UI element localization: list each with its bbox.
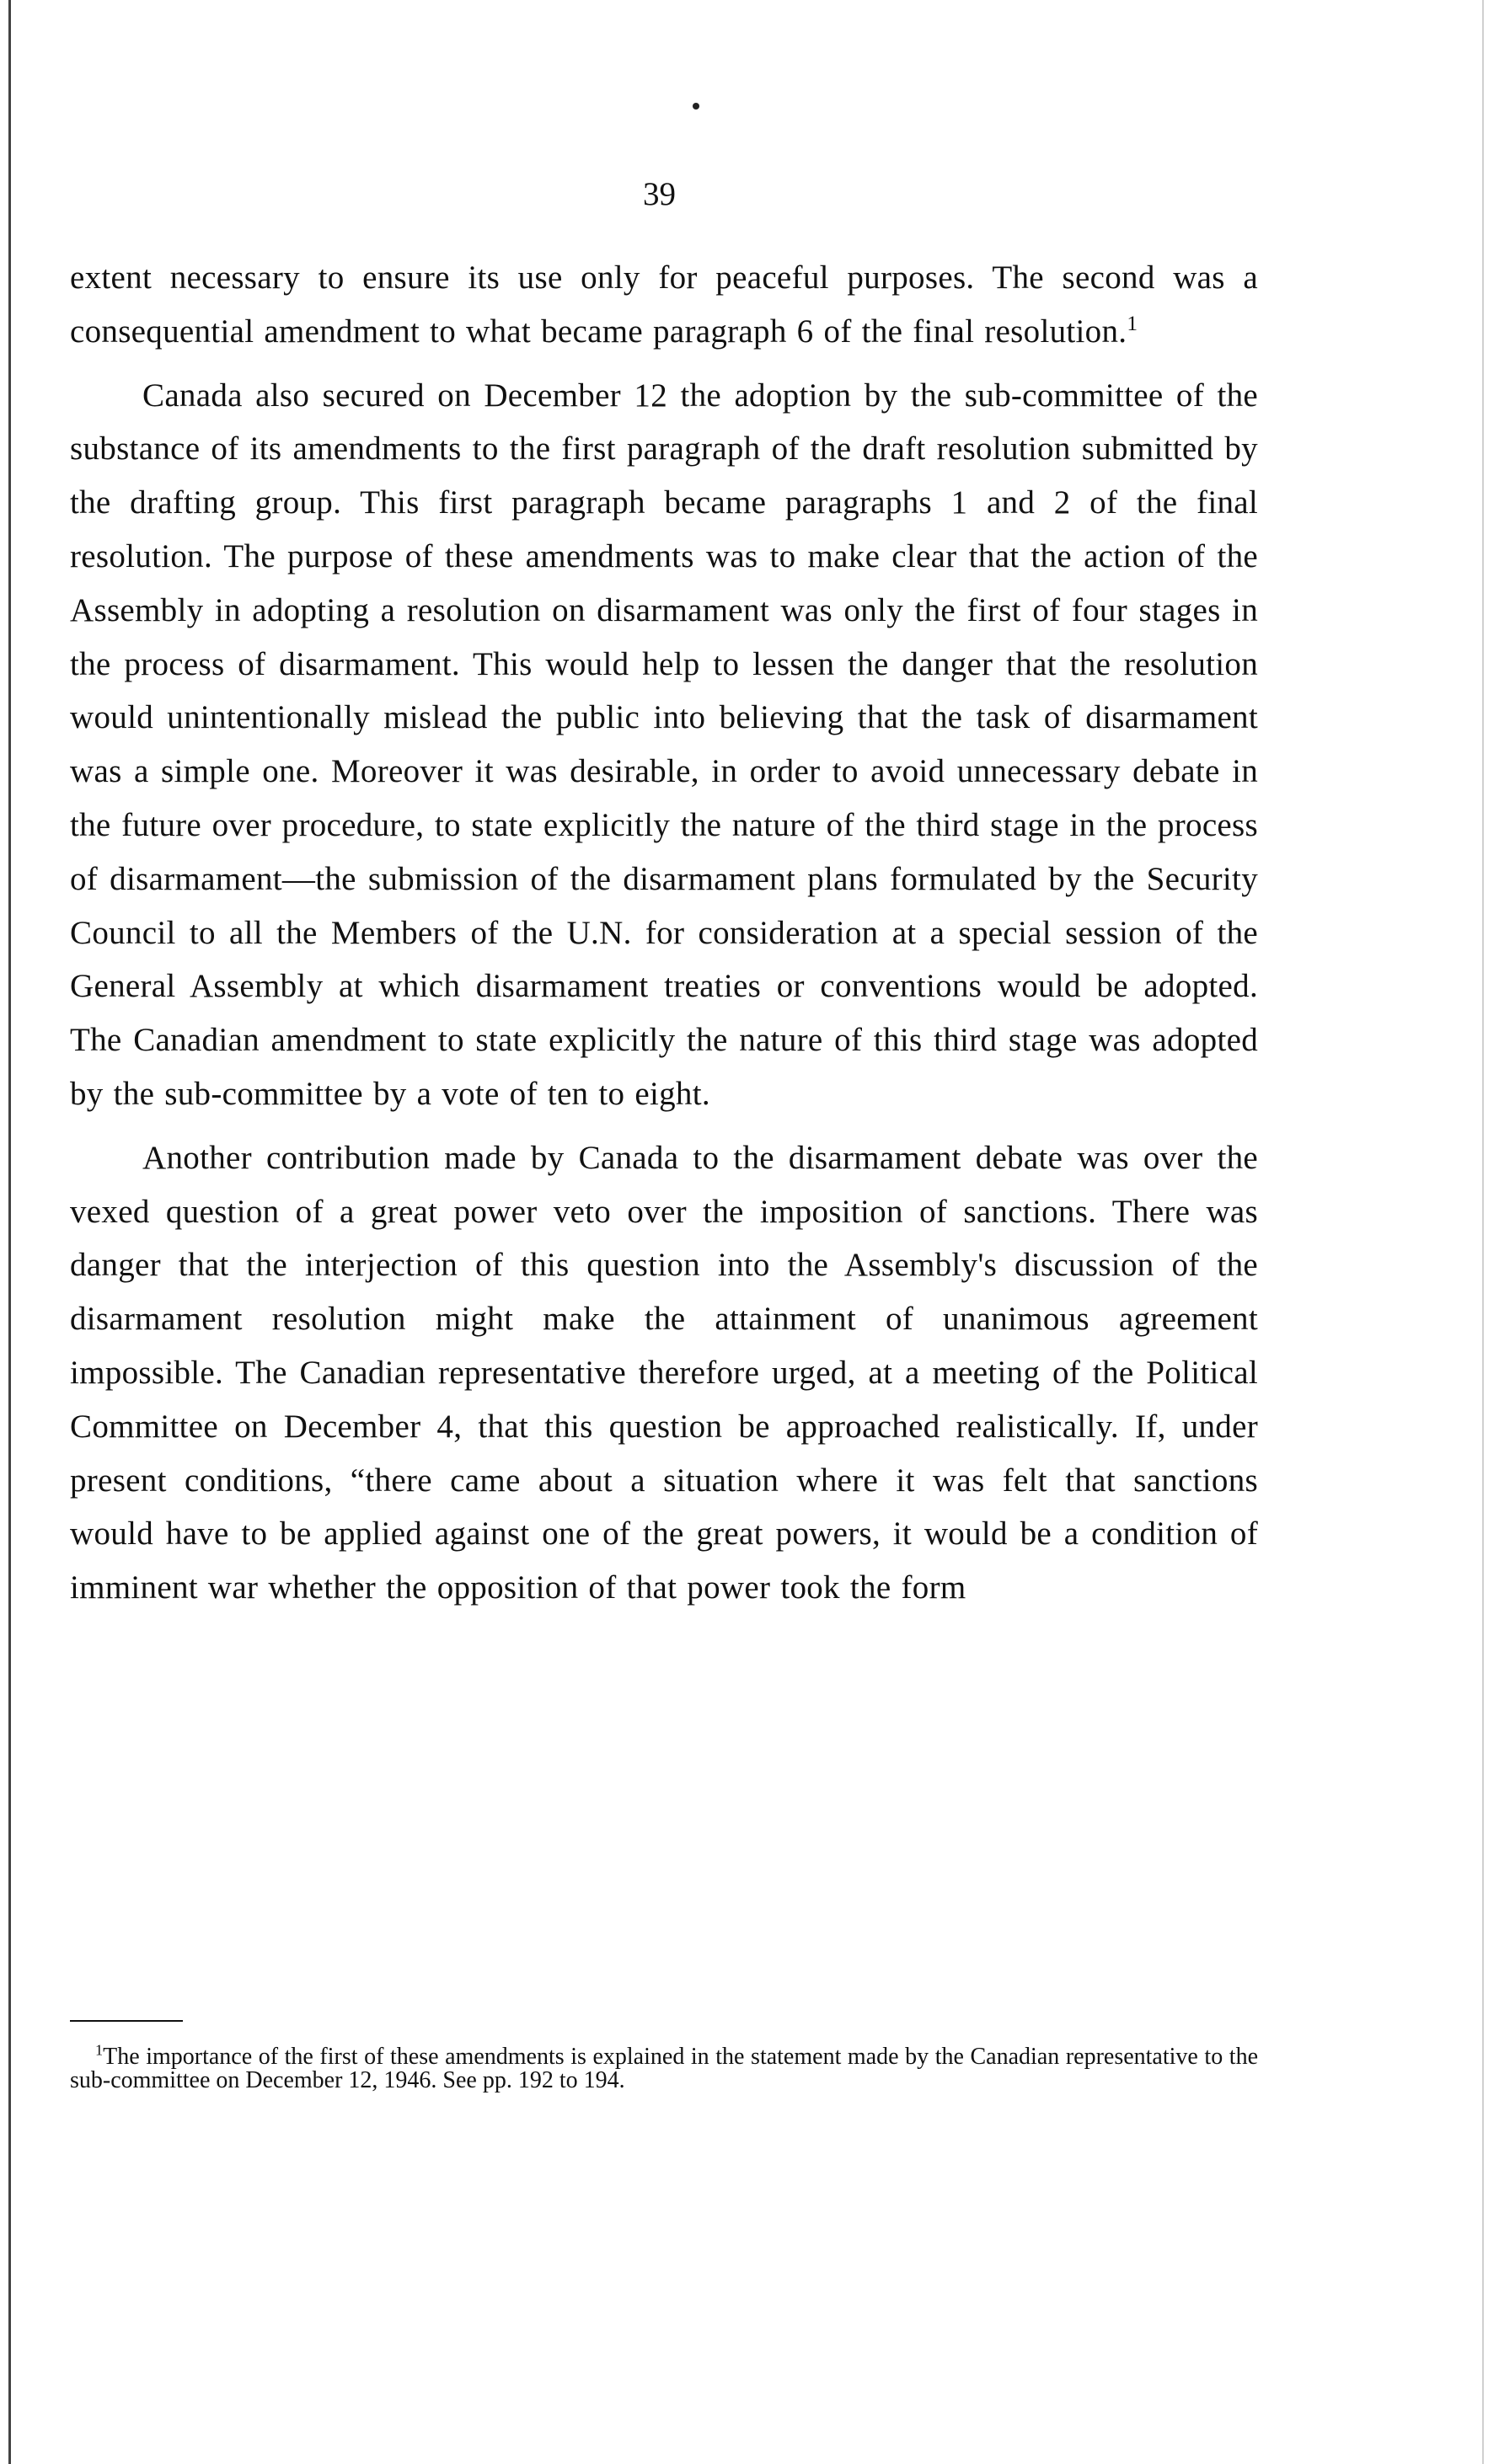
scan-edge-left — [8, 0, 11, 2464]
footnote — [70, 2041, 1258, 2093]
footnote-marker: 1 — [95, 2041, 104, 2059]
footnote-reference: 1 — [1127, 311, 1138, 335]
paragraph-1-text: extent necessary to ensure its use only for peaceful purposes. The second was a consequential amendment to what became paragraph 6 of the final resolution. — [70, 259, 1258, 350]
footnote-divider — [70, 2020, 183, 2022]
paragraph-1 — [70, 251, 1258, 359]
body-text — [70, 251, 1258, 1615]
scan-edge-right — [1482, 0, 1484, 2464]
paragraph-3: Another contribution made by Canada to the disarmament debate was over the vexed question of a great power veto over the imposition of sanctions. There was danger that the interjection of this question into the Assembly's discussion of the disarmament resolution might make the attainment of unanimous agreement impossible. The Canadian representative therefore urged, at a meeting of the Political Committee on December 4, that this question be approached realistically. If, under present conditions, “there came about a situation where it was felt that sanctions would have to be applied against one of the great powers, it would be a condition of imminent war whether the opposition of that power took the form — [70, 1139, 1258, 1606]
page-number: 39 — [643, 176, 676, 212]
footnote-text: The importance of the first of these amendments is explained in the statement made by the Canadian representative to the sub-committee on December 12, 1946. See pp. 192 to 194. — [70, 2044, 1258, 2093]
paragraph-2: Canada also secured on December 12 the adoption by the sub-committee of the substance of its amendments to the first paragraph of the draft resolution submitted by the drafting group. This first paragraph became paragraphs 1 and 2 of the final resolution. The purpose of these amendments was to make clear that the action of the Assembly in adopting a resolution on disarmament was only the first of four stages in the process of disarmament. This would help to lessen the danger that the resolution would unintentionally mislead the public into believing that the task of disarmament was a simple one. Moreover it was desirable, in order to avoid unnecessary debate in the future over procedure, to state explicitly the nature of the third stage in the process of disarmament—the submission of the disarmament plans formulated by the Security Council to all the Members of the U.N. for consideration at a special session of the General Assembly at which disarmament treaties or conventions would be adopted. The Canadian amendment to state explicitly the nature of this third stage was adopted by the sub-committee by a vote of ten to eight. — [70, 377, 1258, 1112]
scan-dot — [693, 103, 699, 110]
